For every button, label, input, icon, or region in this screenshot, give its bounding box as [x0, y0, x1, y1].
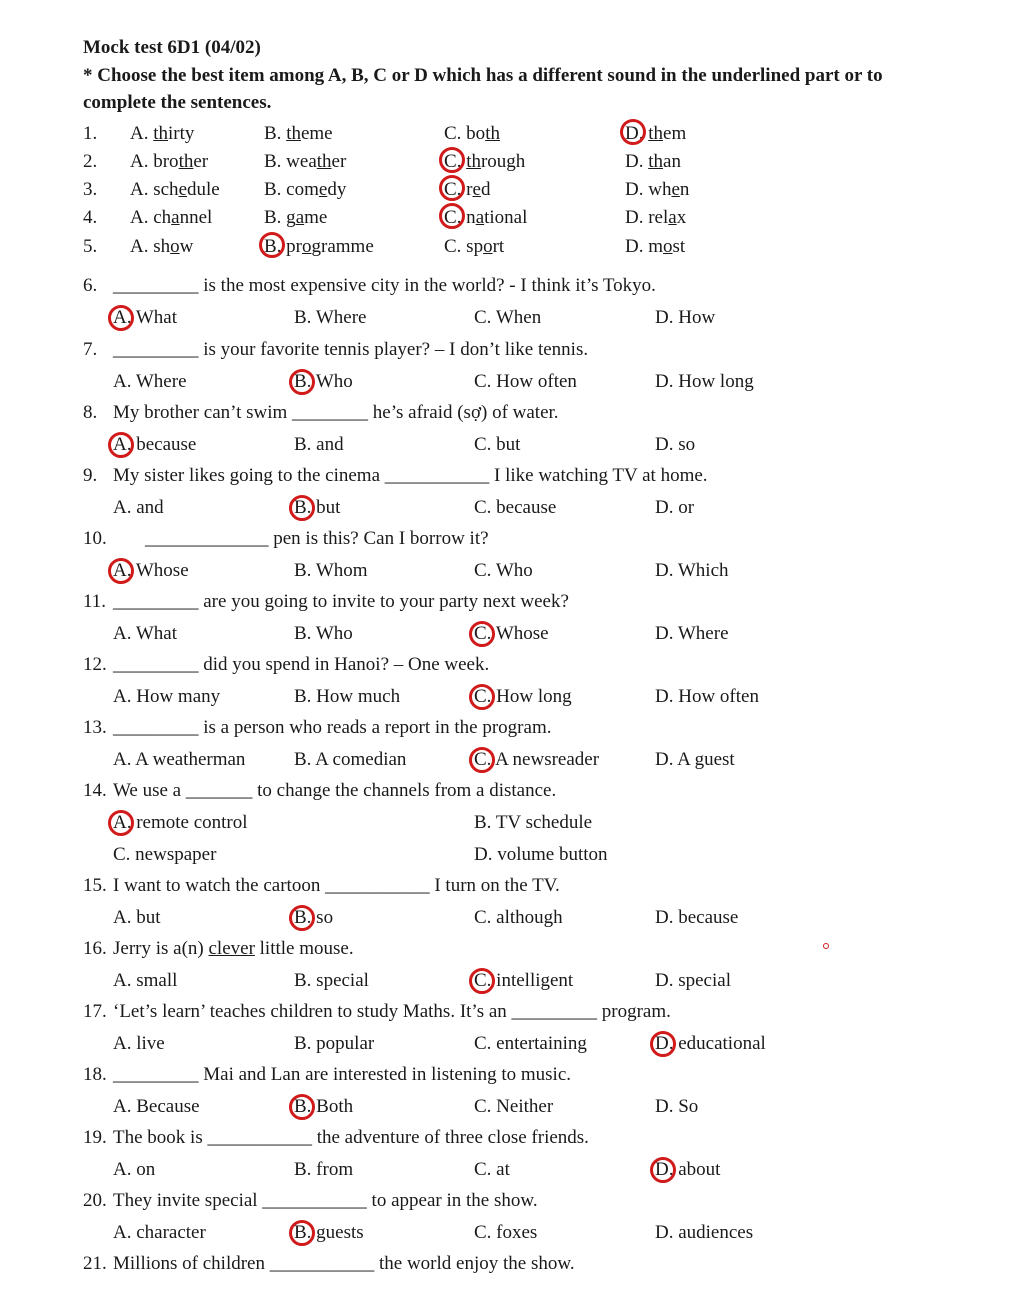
option-b[interactable]	[294, 970, 369, 992]
option-label: D. because	[655, 907, 739, 928]
option-label: A. and	[113, 497, 164, 518]
option-c[interactable]	[474, 1222, 537, 1244]
option-label: D. Which	[655, 560, 729, 581]
option-d[interactable]	[655, 686, 759, 708]
answer-circle-mark	[289, 1094, 315, 1120]
question-text: _________ is your favorite tennis player? – I don’t like tennis.	[113, 339, 589, 360]
question-number: 1.	[83, 123, 98, 144]
option-label: A. live	[113, 1033, 165, 1054]
option-label: C. A newsreader	[474, 749, 600, 770]
option-label: B. How much	[294, 686, 401, 707]
question-text: Millions of children ___________ the world enjoy the show.	[113, 1253, 575, 1274]
option-a[interactable]	[113, 812, 248, 834]
option-d[interactable]	[655, 1096, 698, 1118]
option-a[interactable]	[113, 1033, 165, 1055]
option-label: B. Who	[294, 371, 353, 392]
option-c[interactable]	[474, 1033, 587, 1055]
option-label: B. Who	[294, 623, 353, 644]
option-d[interactable]	[655, 1222, 753, 1244]
option-label: B. but	[294, 497, 341, 518]
option-a[interactable]: A. show	[130, 236, 194, 257]
option-b[interactable]	[294, 623, 353, 645]
option-c[interactable]	[474, 970, 573, 992]
option-a[interactable]	[113, 1222, 206, 1244]
question-text: _________ did you spend in Hanoi? – One week.	[113, 654, 490, 675]
answer-circle-mark	[289, 1220, 315, 1246]
option-d[interactable]	[655, 434, 695, 456]
option-label: B. special	[294, 970, 369, 991]
question-number: 12.	[83, 654, 107, 675]
option-b[interactable]	[294, 371, 353, 393]
option-d[interactable]	[655, 560, 729, 582]
option-label: B. Both	[294, 1096, 354, 1117]
option-label: D. So	[655, 1096, 699, 1117]
question-number: 14.	[83, 780, 107, 801]
option-label: D. or	[655, 497, 695, 518]
option-a[interactable]: A. thirty	[130, 123, 195, 144]
option-d[interactable]	[655, 371, 754, 393]
option-b[interactable]	[294, 1096, 353, 1118]
option-a[interactable]	[113, 1159, 155, 1181]
option-label: C. How often	[474, 371, 577, 392]
option-label: C. When	[474, 307, 542, 328]
answer-circle-mark	[469, 747, 495, 773]
option-label: D. volume button	[474, 844, 608, 865]
stray-red-mark	[823, 943, 829, 949]
option-d[interactable]	[655, 907, 738, 929]
option-label: A. Where	[113, 371, 187, 392]
answer-circle-mark	[469, 968, 495, 994]
question-text: _________ is the most expensive city in the world? - I think it’s Tokyo.	[113, 275, 656, 296]
option-c[interactable]	[474, 623, 549, 645]
option-a[interactable]	[113, 749, 245, 771]
answer-circle-mark	[439, 147, 465, 173]
answer-circle-mark	[469, 684, 495, 710]
option-label: B. Where	[294, 307, 367, 328]
option-label: C. at	[474, 1159, 510, 1180]
option-label: A. because	[113, 434, 197, 455]
answer-circle-mark	[289, 369, 315, 395]
option-label: A. Whose	[113, 560, 189, 581]
question-number: 5.	[83, 236, 98, 257]
option-b[interactable]	[294, 1222, 364, 1244]
option-c[interactable]	[474, 560, 533, 582]
question-number: 8.	[83, 402, 98, 423]
option-d[interactable]: D. when	[625, 179, 690, 200]
option-b[interactable]: B. weather	[264, 151, 347, 172]
option-label: A. A weatherman	[113, 749, 246, 770]
option-c[interactable]	[474, 497, 556, 519]
option-label: D. audiences	[655, 1222, 754, 1243]
option-b[interactable]	[294, 560, 368, 582]
option-b[interactable]	[294, 307, 366, 329]
question-text: _________ are you going to invite to your party next week?	[113, 591, 569, 612]
option-d[interactable]: D. relax	[625, 207, 687, 228]
option-label: C. Whose	[474, 623, 549, 644]
question-text: My brother can’t swim ________ he’s afraid (sợ) of water.	[113, 402, 559, 423]
option-d[interactable]: D. most	[625, 236, 686, 257]
page-title: Mock test 6D1 (04/02)	[83, 37, 261, 58]
option-label: B. so	[294, 907, 334, 928]
option-a[interactable]: A. channel	[130, 207, 213, 228]
instruction-line-1: * Choose the best item among A, B, C or D which has a different sound in the underlined part or to	[83, 65, 883, 86]
option-d[interactable]	[655, 623, 729, 645]
question-text: The book is ___________ the adventure of three close friends.	[113, 1127, 589, 1148]
instruction-line-2: complete the sentences.	[83, 92, 272, 113]
option-c[interactable]: C. both	[444, 123, 500, 144]
answer-circle-mark	[259, 232, 285, 258]
option-c[interactable]	[474, 1096, 553, 1118]
answer-circle-mark	[650, 1031, 676, 1057]
option-a[interactable]	[113, 970, 177, 992]
option-a[interactable]	[113, 560, 189, 582]
option-c[interactable]	[474, 749, 599, 771]
question-text: _________ is a person who reads a report in the program.	[113, 717, 552, 738]
option-a[interactable]: A. schedule	[130, 179, 220, 200]
option-label: A. How many	[113, 686, 221, 707]
answer-circle-mark	[108, 810, 134, 836]
option-c[interactable]: C. national	[444, 207, 527, 229]
option-label: C. Who	[474, 560, 533, 581]
question-text: They invite special ___________ to appear in the show.	[113, 1190, 538, 1211]
option-d[interactable]	[655, 307, 715, 329]
question-text: Jerry is a(n) clever little mouse.	[113, 938, 354, 959]
answer-circle-mark	[620, 119, 646, 145]
option-label: D. so	[655, 434, 696, 455]
answer-circle-mark	[439, 175, 465, 201]
option-label: B. TV schedule	[474, 812, 593, 833]
option-c[interactable]: C. sport	[444, 236, 505, 257]
option-label: B. popular	[294, 1033, 375, 1054]
option-label: A. character	[113, 1222, 206, 1243]
option-b[interactable]: B. comedy	[264, 179, 347, 200]
answer-circle-mark	[469, 621, 495, 647]
question-text: We use a _______ to change the channels from a distance.	[113, 780, 557, 801]
option-b[interactable]	[294, 907, 333, 929]
option-label: A. but	[113, 907, 161, 928]
question-text: ‘Let’s learn’ teaches children to study Maths. It’s an _________ program.	[113, 1001, 671, 1022]
question-text: _________ Mai and Lan are interested in listening to music.	[113, 1064, 572, 1085]
option-label: B. Whom	[294, 560, 368, 581]
option-c[interactable]	[474, 907, 563, 929]
option-c[interactable]: C. red	[444, 179, 490, 201]
answer-circle-mark	[108, 558, 134, 584]
option-label: A. remote control	[113, 812, 248, 833]
option-c[interactable]	[474, 686, 572, 708]
answer-circle-mark	[289, 495, 315, 521]
answer-circle-mark	[439, 203, 465, 229]
option-d[interactable]: D. than	[625, 151, 681, 172]
option-label: A. on	[113, 1159, 156, 1180]
option-label: D. How long	[655, 371, 754, 392]
option-d[interactable]: D. them	[625, 123, 686, 145]
question-number: 17.	[83, 1001, 107, 1022]
option-label: C. foxes	[474, 1222, 538, 1243]
question-text: _____________ pen is this? Can I borrow it?	[145, 528, 489, 549]
question-number: 15.	[83, 875, 107, 896]
option-b[interactable]: B. programme	[264, 236, 374, 258]
answer-circle-mark	[108, 305, 134, 331]
option-label: C. but	[474, 434, 521, 455]
option-c[interactable]	[474, 434, 520, 456]
question-number: 19.	[83, 1127, 107, 1148]
answer-circle-mark	[650, 1157, 676, 1183]
answer-circle-mark	[289, 905, 315, 931]
option-label: D. How often	[655, 686, 759, 707]
option-c[interactable]	[113, 844, 216, 866]
option-label: B. and	[294, 434, 344, 455]
question-number: 6.	[83, 275, 98, 296]
question-number: 10.	[83, 528, 107, 549]
option-label: B. A comedian	[294, 749, 407, 770]
option-b[interactable]	[294, 497, 340, 519]
option-b[interactable]	[294, 749, 406, 771]
option-d[interactable]	[474, 844, 608, 866]
option-d[interactable]	[655, 497, 694, 519]
option-label: C. intelligent	[474, 970, 574, 991]
option-label: D. educational	[655, 1033, 766, 1054]
option-b[interactable]	[294, 1159, 353, 1181]
option-label: C. newspaper	[113, 844, 217, 865]
option-c[interactable]	[474, 371, 577, 393]
question-number: 2.	[83, 151, 98, 172]
option-label: B. guests	[294, 1222, 364, 1243]
question-number: 18.	[83, 1064, 107, 1085]
question-number: 11.	[83, 591, 107, 612]
question-number: 7.	[83, 339, 98, 360]
option-label: D. special	[655, 970, 731, 991]
option-a[interactable]: A. brother	[130, 151, 209, 172]
option-label: A. small	[113, 970, 178, 991]
option-label: A. Because	[113, 1096, 200, 1117]
option-a[interactable]	[113, 371, 187, 393]
option-label: C. Neither	[474, 1096, 554, 1117]
option-label: C. entertaining	[474, 1033, 587, 1054]
option-c[interactable]	[474, 1159, 510, 1181]
option-label: C. although	[474, 907, 563, 928]
option-c[interactable]	[474, 307, 541, 329]
option-label: A. What	[113, 623, 178, 644]
option-label: A. What	[113, 307, 178, 328]
option-label: D. Where	[655, 623, 729, 644]
option-label: D. A guest	[655, 749, 735, 770]
option-a[interactable]	[113, 1096, 200, 1118]
option-b[interactable]: B. game	[264, 207, 328, 228]
option-label: D. about	[655, 1159, 721, 1180]
option-d[interactable]	[655, 1033, 766, 1055]
option-a[interactable]	[113, 307, 177, 329]
option-label: C. How long	[474, 686, 572, 707]
option-d[interactable]	[655, 1159, 720, 1181]
option-a[interactable]	[113, 497, 164, 519]
option-d[interactable]	[655, 749, 735, 771]
option-label: D. How	[655, 307, 716, 328]
question-number: 3.	[83, 179, 98, 200]
question-number: 13.	[83, 717, 107, 738]
question-number: 9.	[83, 465, 98, 486]
question-number: 21.	[83, 1253, 107, 1274]
question-text: I want to watch the cartoon ___________ I turn on the TV.	[113, 875, 560, 896]
option-label: B. from	[294, 1159, 354, 1180]
question-number: 4.	[83, 207, 98, 228]
option-c[interactable]: C. through	[444, 151, 525, 173]
question-text: My sister likes going to the cinema ___________ I like watching TV at home.	[113, 465, 708, 486]
answer-circle-mark	[108, 432, 134, 458]
option-a[interactable]	[113, 434, 196, 456]
option-b[interactable]	[294, 686, 400, 708]
option-b[interactable]	[294, 434, 344, 456]
option-b[interactable]	[294, 1033, 374, 1055]
question-number: 20.	[83, 1190, 107, 1211]
question-number: 16.	[83, 938, 107, 959]
option-d[interactable]	[655, 970, 731, 992]
option-a[interactable]	[113, 686, 220, 708]
option-label: C. because	[474, 497, 557, 518]
option-b[interactable]	[474, 812, 592, 834]
option-b[interactable]: B. theme	[264, 123, 333, 144]
option-a[interactable]	[113, 623, 177, 645]
option-a[interactable]	[113, 907, 161, 929]
